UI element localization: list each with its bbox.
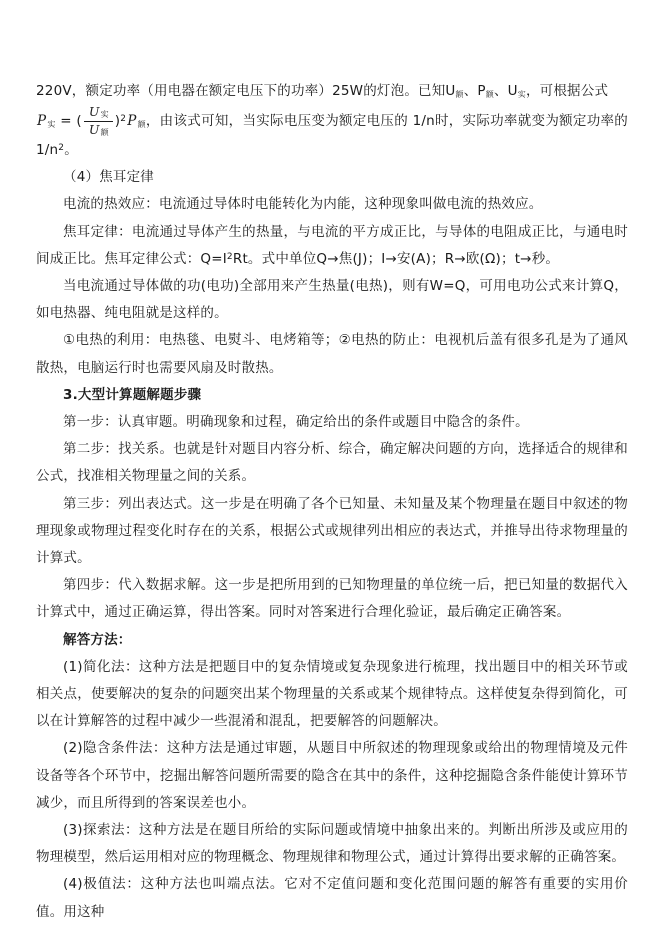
heading-joule-law bbox=[36, 164, 628, 191]
superscript: 2 bbox=[120, 114, 127, 125]
para-method-simplify bbox=[36, 654, 628, 736]
fraction-denominator bbox=[84, 122, 113, 137]
para-step-4 bbox=[36, 572, 628, 626]
text-run: = ( bbox=[55, 113, 82, 130]
math-variable: P bbox=[37, 113, 47, 130]
math-variable: P bbox=[127, 113, 137, 130]
subscript: 额 bbox=[137, 120, 146, 130]
para-step-2 bbox=[36, 436, 628, 490]
subscript: 实 bbox=[100, 110, 109, 120]
math-variable: U bbox=[88, 121, 100, 137]
subscript: 额 bbox=[100, 127, 109, 137]
text-run: 电流的热效应：电流通过导体时电能转化为内能，这种现象叫做电流的热效应。 bbox=[63, 196, 543, 213]
subscript: 额 bbox=[455, 90, 464, 99]
para-heat-use-prevent bbox=[36, 327, 628, 381]
para-electric-work-heat bbox=[36, 273, 628, 327]
heading-answer-methods bbox=[36, 627, 628, 654]
text-run: 当电流通过导体做的功(电功)全部用来产生热量(电热)，则有W=Q，可用电功公式来计算Q，如电热器、纯电阻就是这样的。 bbox=[36, 277, 628, 322]
subscript: 额 bbox=[485, 90, 494, 99]
text-run: 。 bbox=[64, 141, 78, 158]
subscript: 实 bbox=[47, 120, 56, 130]
text-run: ，可根据公式 bbox=[525, 83, 609, 99]
superscript: 2 bbox=[226, 251, 233, 262]
para-method-explore bbox=[36, 817, 628, 871]
para-joule-law bbox=[36, 219, 628, 273]
text-run: Rt。式中单位Q→焦(J)；I→安(A)；R→欧(Ω)；t→秒。 bbox=[232, 250, 560, 267]
text-run: (1)简化法：这种方法是把题目中的复杂情境或复杂现象进行梳理，找出题目中的相关环节或相关点，使要解决的复杂的问题突出某个物理量的关系或某个规律特点。这样使复杂得到简化，可以在计算解答的过程中减少一些混淆和混乱，把要解答的问题解决。 bbox=[36, 658, 628, 730]
text-run: 、P bbox=[463, 83, 486, 99]
superscript: 2 bbox=[58, 142, 65, 153]
math-variable: U bbox=[88, 104, 100, 120]
text-run: 第二步：找关系。也就是针对题目内容分析、综合，确定解决问题的方向，选择适合的规律和公式，找准相关物理量之间的关系。 bbox=[36, 441, 628, 485]
fraction bbox=[84, 105, 113, 137]
text-run: ，由该式可知，当实际电压变为额定电压的 1/n时，实际功率就变为额定功率的 1/n bbox=[36, 113, 633, 158]
text-run: 第四步：代入数据求解。这一步是把所用到的已知物理量的单位统一后，把已知量的数据代入计算式中，通过正确运算，得出答案。同时对答案进行合理化验证，最后确定正确答案。 bbox=[36, 577, 628, 621]
text-run: 、U bbox=[493, 83, 518, 99]
text-run: (2)隐含条件法：这种方法是通过审题，从题目中所叙述的物理现象或给出的物理情境及元件设备等各个环节中，挖掘出解答问题所需要的隐含在其中的条件，这种挖掘隐含条件能使计算环节减少，而且所得到的答案误差也小。 bbox=[36, 740, 628, 811]
para-rated-power-intro bbox=[36, 78, 628, 105]
text-run: 解答方法： bbox=[63, 631, 132, 648]
text-run: 焦耳定律：电流通过导体产生的热量，与电流的平方成正比，与导体的电阻成正比，与通电时间成正比。焦耳定律公式：Q=I bbox=[36, 223, 628, 267]
text-run: (4)极值法：这种方法也叫端点法。它对不定值问题和变化范围问题的解答有重要的实用价值。用这种 bbox=[36, 876, 628, 920]
para-power-formula bbox=[36, 104, 633, 164]
heading-calculation-steps bbox=[36, 382, 628, 409]
text-run: 第一步：认真审题。明确现象和过程，确定给出的条件或题目中隐含的条件。 bbox=[63, 413, 529, 430]
text-run: 3.大型计算题解题步骤 bbox=[63, 386, 202, 403]
text-run: ①电热的利用：电热毯、电熨斗、电烤箱等；②电热的防止：电视机后盖有很多孔是为了通风散热，电脑运行时也需要风扇及时散热。 bbox=[36, 332, 628, 376]
fraction-numerator bbox=[84, 105, 113, 121]
para-step-1 bbox=[36, 409, 628, 436]
para-heat-effect bbox=[36, 191, 628, 218]
text-run: 第三步：列出表达式。这一步是在明确了各个已知量、未知量及某个物理量在题目中叙述的物理现象或物理过程变化时存在的关系，根据公式或规律列出相应的表达式，并推导出待求物理量的计算式。 bbox=[36, 495, 628, 566]
para-step-3 bbox=[36, 491, 628, 573]
text-run: 220V，额定功率（用电器在额定电压下的功率）25W的灯泡。已知U bbox=[36, 83, 456, 99]
document-content bbox=[36, 78, 633, 926]
para-method-hidden-condition bbox=[36, 735, 628, 817]
text-run: (3)探索法：这种方法是在题目所给的实际问题或情境中抽象出来的。判断出所涉及或应用的物理模型，然后运用相对应的物理概念、物理规律和物理公式，通过计算得出要求解的正确答案。 bbox=[36, 822, 628, 866]
text-run: ) bbox=[114, 113, 121, 130]
subscript: 实 bbox=[517, 90, 526, 99]
para-method-extreme bbox=[36, 871, 628, 925]
text-run: （4）焦耳定律 bbox=[63, 169, 154, 186]
